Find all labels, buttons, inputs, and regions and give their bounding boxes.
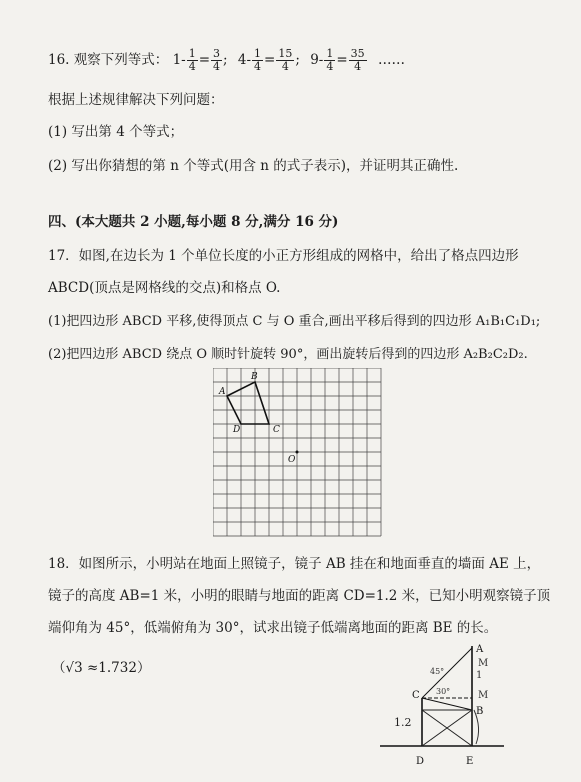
q18-line2: 镜子的高度 AB=1 米，小明的眼睛与地面的距离 CD=1.2 米，已知小明观察镜子顶: [48, 588, 551, 604]
label-m: M: [478, 690, 489, 701]
quadrilateral-abcd: [227, 382, 269, 424]
q16-ellipsis: ……: [377, 52, 405, 68]
label-e: E: [466, 756, 474, 767]
sight-cb: [422, 698, 472, 710]
label-b: B: [251, 372, 258, 382]
q17-line1: 17．如图,在边长为 1 个单位长度的小正方形组成的网格中，给出了格点四边形: [48, 248, 519, 264]
q18-line3: 端仰角为 45°，低端俯角为 30°，试求出镜子低端离地面的距离 BE 的长。: [48, 620, 498, 636]
label-angle30: 30°: [436, 687, 451, 696]
q18-hint: （√3 ≈1.732）: [52, 660, 151, 676]
label-a: A: [219, 387, 226, 397]
q16-part1: (1) 写出第 4 个等式；: [48, 124, 184, 140]
section4-title: 四、(本大题共 2 小题,每小题 8 分,满分 16 分): [48, 214, 339, 230]
label-b: B: [476, 706, 484, 717]
q16-instruction: 根据上述规律解决下列问题：: [48, 92, 224, 108]
q16-intro: 16. 观察下列等式：: [48, 52, 169, 68]
label-angle45: 45°: [430, 667, 445, 676]
label-d: D: [233, 425, 241, 435]
q17-grid-figure: [213, 368, 387, 538]
q16-eq3: 9- $\frac{1}{4}$ = $\frac{35}{4}$: [310, 47, 365, 73]
label-cd-length: 1.2: [394, 716, 412, 729]
label-c: C: [273, 425, 280, 435]
label-m: M: [478, 658, 489, 669]
q16-eq2: 4- $\frac{1}{4}$ = $\frac{15}{4}$ ;: [237, 47, 305, 73]
label-c: C: [412, 690, 420, 701]
q17-part2: (2)把四边形 ABCD 绕点 O 顺时针旋转 90°，画出旋转后得到的四边形 A₂B₂C₂D₂.: [48, 347, 528, 362]
q18-mirror-figure: [380, 640, 520, 770]
label-a: A: [476, 644, 484, 655]
q16-equations: [48, 48, 405, 73]
q17-part1: (1)把四边形 ABCD 平移,使得顶点 C 与 O 重合,画出平移后得到的四边形 A₁B₁C₁D₁;: [48, 314, 541, 329]
label-d: D: [416, 756, 425, 767]
q17-line2: ABCD(顶点是网格线的交点)和格点 O.: [48, 280, 281, 296]
q16-part2: (2) 写出你猜想的第 n 个等式(用含 n 的式子表示)，并证明其正确性.: [48, 158, 459, 174]
q16-eq1: 1- $\frac{1}{4}$ = $\frac{3}{4}$ ;: [172, 47, 232, 73]
label-one: 1: [476, 670, 483, 681]
point-o: [296, 451, 299, 454]
label-o: O: [288, 455, 296, 465]
q18-line1: 18．如图所示，小明站在地面上照镜子，镜子 AB 挂在和地面垂直的墙面 AE 上，: [48, 556, 541, 572]
